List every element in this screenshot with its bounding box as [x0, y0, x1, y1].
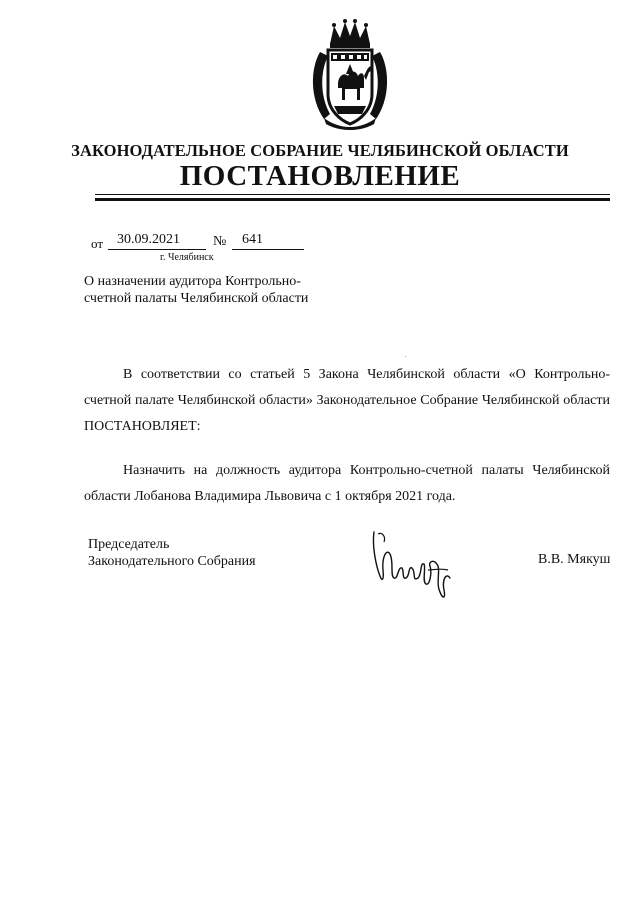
number-underline [232, 249, 304, 250]
number-prefix: № [213, 234, 227, 249]
paragraph-2-text: Назначить на должность аудитора Контрольно-счетной палаты Челябинской области Лобанова Владимира Львовича с 1 октября 2021 года. [84, 463, 610, 504]
signer-name: В.В. Мякуш [538, 552, 611, 567]
body-paragraph-1 [84, 362, 610, 440]
scan-speck [405, 356, 406, 357]
paragraph-1-text: В соответствии со статьей 5 Закона Челябинской области «О Контрольно-счетной палате Челябинской области» Законодательное Собрание Челябинской области ПОСТАНОВЛЯЕТ: [84, 367, 610, 434]
city-label: г. Челябинск [160, 252, 214, 263]
body-paragraph-2 [84, 458, 610, 510]
header-rule-thick [95, 198, 610, 201]
signatory-title-line-1: Председатель [88, 537, 170, 552]
document-type-title: ПОСТАНОВЛЕНИЕ [179, 160, 461, 192]
handwritten-signature-icon [368, 526, 460, 604]
subject-line-2: счетной палаты Челябинской области [84, 291, 309, 306]
date-prefix: от [91, 236, 104, 251]
signatory-title-line-2: Законодательного Собрания [88, 554, 256, 569]
coat-of-arms-icon [300, 14, 400, 132]
organization-name: ЗАКОНОДАТЕЛЬНОЕ СОБРАНИЕ ЧЕЛЯБИНСКОЙ ОБЛАСТИ [71, 141, 569, 160]
document-subject [84, 273, 324, 307]
signatory-title [88, 536, 256, 570]
date-underline [108, 249, 206, 250]
subject-line-1: О назначении аудитора Контрольно- [84, 274, 301, 289]
header-rule-thin [95, 194, 610, 195]
document-number: 641 [242, 232, 263, 247]
document-date: 30.09.2021 [117, 232, 180, 247]
